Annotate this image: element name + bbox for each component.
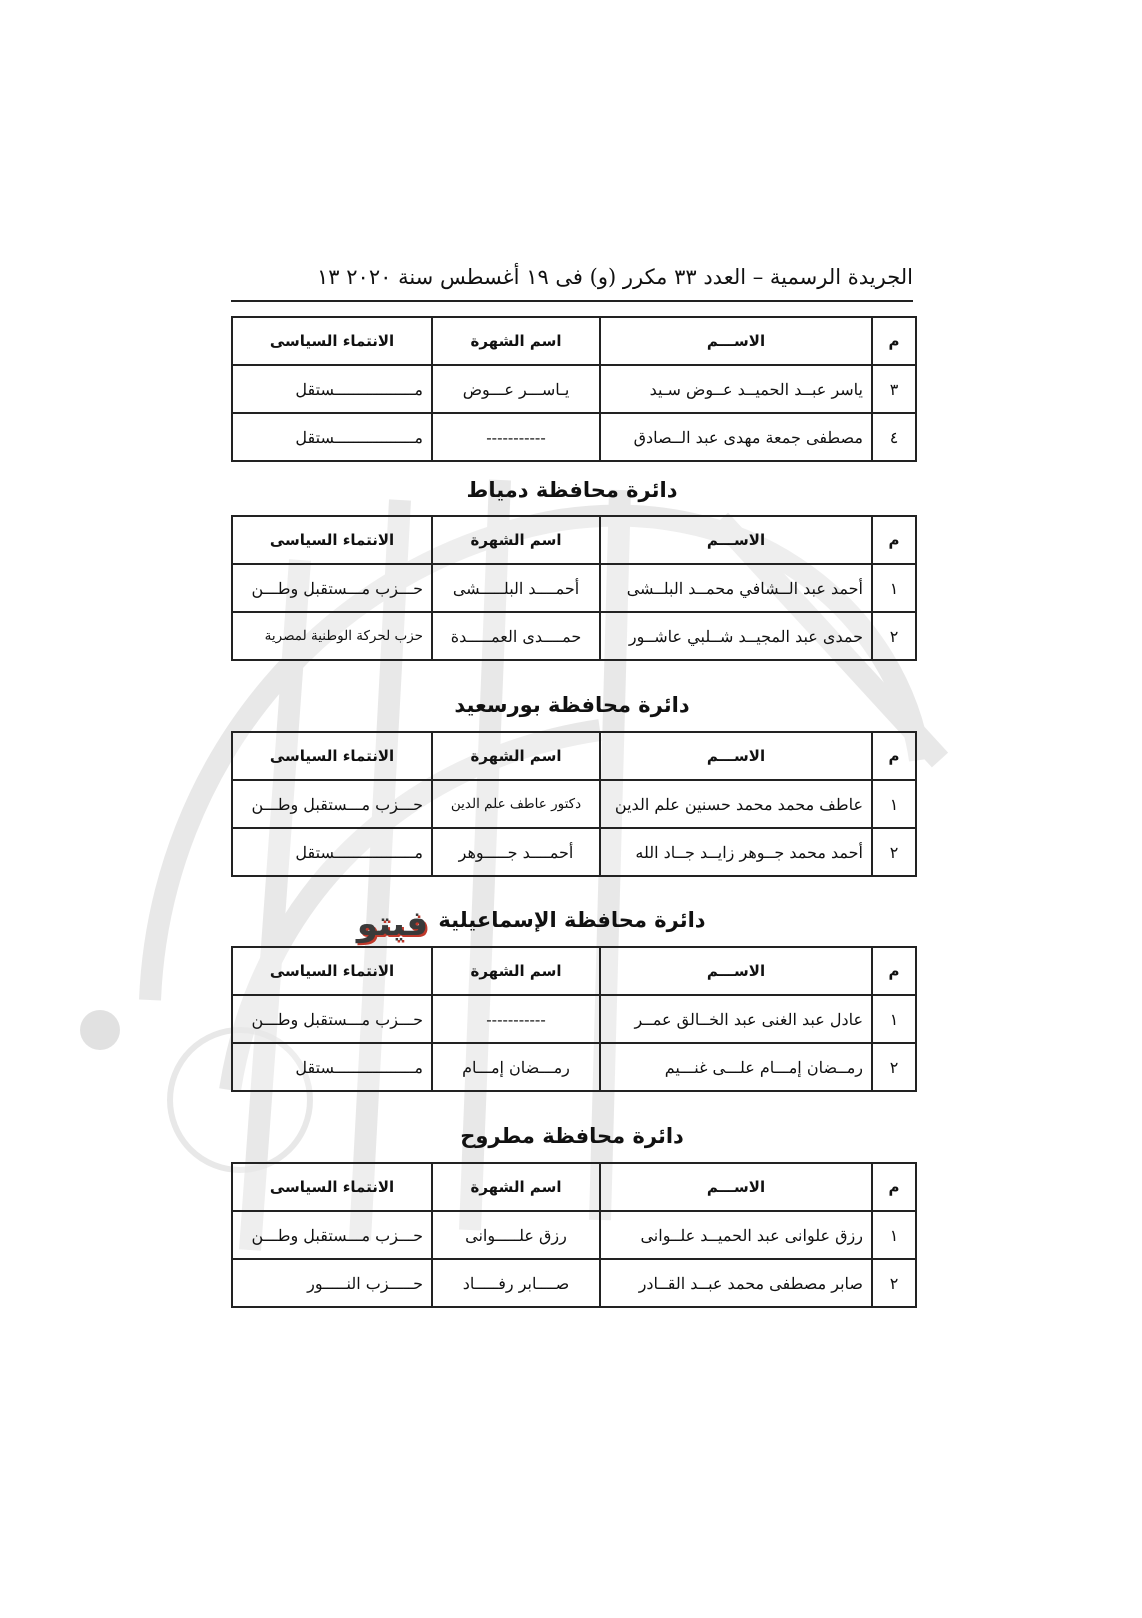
row-num: ١ <box>872 780 916 828</box>
logo-text: فيتو <box>356 904 429 944</box>
table-header-row <box>232 732 916 780</box>
row-name: عاطف محمد محمد حسنين علم الدين <box>600 780 872 828</box>
page-header <box>231 262 913 302</box>
table-matrouh <box>231 1162 917 1308</box>
row-name: رمــضان إمـــام علـــى غنـــيم <box>600 1043 872 1091</box>
table-damietta <box>231 515 917 661</box>
row-party: مـــــــــــــــــستقل <box>232 1043 432 1091</box>
row-name: أحمد عبد الــشافي محمــد البلــشى <box>600 564 872 612</box>
row-party: حزب لحركة الوطنية لمصرية <box>232 612 432 660</box>
col-fame-header: اسم الشهرة <box>432 317 600 365</box>
row-name: صابر مصطفى محمد عبــد القــادر <box>600 1259 872 1307</box>
row-fame: رزق علـــــوانى <box>432 1211 600 1259</box>
col-party-header: الانتماء السياسى <box>232 516 432 564</box>
col-name-header: الاســـم <box>600 947 872 995</box>
table-row <box>232 828 916 876</box>
section-title-portsaid: دائرة محافظة بورسعيد <box>454 693 690 717</box>
col-name-header: الاســـم <box>600 1163 872 1211</box>
col-fame-header: اسم الشهرة <box>432 947 600 995</box>
row-fame: أحمــــد جـــــوهر <box>432 828 600 876</box>
table-header-row <box>232 317 916 365</box>
row-num: ١ <box>872 564 916 612</box>
row-name: رزق علوانى عبد الحميــد علــوانى <box>600 1211 872 1259</box>
section-title-matrouh: دائرة محافظة مطروح <box>460 1124 684 1148</box>
col-num-header: م <box>872 1163 916 1211</box>
table-row <box>232 1259 916 1307</box>
row-party: حـــزب مـــستقبل وطـــن <box>232 995 432 1043</box>
row-party: حـــزب مـــستقبل وطـــن <box>232 780 432 828</box>
col-fame-header: اسم الشهرة <box>432 732 600 780</box>
table-row <box>232 995 916 1043</box>
table-header-row <box>232 516 916 564</box>
col-num-header: م <box>872 732 916 780</box>
col-party-header: الانتماء السياسى <box>232 1163 432 1211</box>
col-name-header: الاســـم <box>600 732 872 780</box>
section-title-ismailia: دائرة محافظة الإسماعيلية <box>438 908 706 932</box>
col-party-header: الانتماء السياسى <box>232 317 432 365</box>
table-row <box>232 564 916 612</box>
row-num: ٢ <box>872 828 916 876</box>
table-header-row <box>232 1163 916 1211</box>
row-num: ١ <box>872 995 916 1043</box>
row-party: حـــــزب النـــــور <box>232 1259 432 1307</box>
col-party-header: الانتماء السياسى <box>232 947 432 995</box>
row-name: مصطفى جمعة مهدى عبد الــصادق <box>600 413 872 461</box>
table-ismailia <box>231 946 917 1092</box>
table-row <box>232 780 916 828</box>
row-fame: رمـــضان إمـــام <box>432 1043 600 1091</box>
col-name-header: الاســـم <box>600 516 872 564</box>
row-party: حـــزب مـــستقبل وطـــن <box>232 564 432 612</box>
row-party: حـــزب مـــستقبل وطـــن <box>232 1211 432 1259</box>
table-row <box>232 612 916 660</box>
col-name-header: الاســـم <box>600 317 872 365</box>
col-num-header: م <box>872 516 916 564</box>
row-party: مـــــــــــــــــستقل <box>232 365 432 413</box>
header-text: الجريدة الرسمية – العدد ٣٣ مكرر (و) فى ١٩ أغسطس سنة ٢٠٢٠ ١٣ <box>317 265 913 289</box>
table-row <box>232 365 916 413</box>
row-fame: صــــابر رفـــــاد <box>432 1259 600 1307</box>
table-portsaid <box>231 731 917 877</box>
row-num: ٤ <box>872 413 916 461</box>
row-num: ٢ <box>872 612 916 660</box>
row-num: ١ <box>872 1211 916 1259</box>
publisher-logo <box>345 903 440 945</box>
row-fame: ----------- <box>432 995 600 1043</box>
row-name: حمدى عبد المجيــد شــلبي عاشــور <box>600 612 872 660</box>
col-num-header: م <box>872 947 916 995</box>
row-party: مـــــــــــــــــستقل <box>232 828 432 876</box>
row-name: ياسر عبــد الحميــد عــوض سـيد <box>600 365 872 413</box>
row-num: ٢ <box>872 1043 916 1091</box>
table-row <box>232 413 916 461</box>
row-num: ٣ <box>872 365 916 413</box>
table-continuation <box>231 316 917 462</box>
row-fame: حمــــدى العمـــــدة <box>432 612 600 660</box>
col-fame-header: اسم الشهرة <box>432 516 600 564</box>
row-fame: ----------- <box>432 413 600 461</box>
row-name: أحمد محمد جــوهر زايــد جــاد الله <box>600 828 872 876</box>
table-row <box>232 1211 916 1259</box>
col-fame-header: اسم الشهرة <box>432 1163 600 1211</box>
table-header-row <box>232 947 916 995</box>
col-party-header: الانتماء السياسى <box>232 732 432 780</box>
row-fame: أحمــــد البلـــــشى <box>432 564 600 612</box>
section-title-damietta: دائرة محافظة دمياط <box>466 478 678 502</box>
row-fame: دكتور عاطف علم الدين <box>432 780 600 828</box>
row-num: ٢ <box>872 1259 916 1307</box>
row-fame: يـاســـر عـــوض <box>432 365 600 413</box>
row-party: مـــــــــــــــــستقل <box>232 413 432 461</box>
col-num-header: م <box>872 317 916 365</box>
row-name: عادل عبد الغنى عبد الخــالق عمــر <box>600 995 872 1043</box>
table-row <box>232 1043 916 1091</box>
